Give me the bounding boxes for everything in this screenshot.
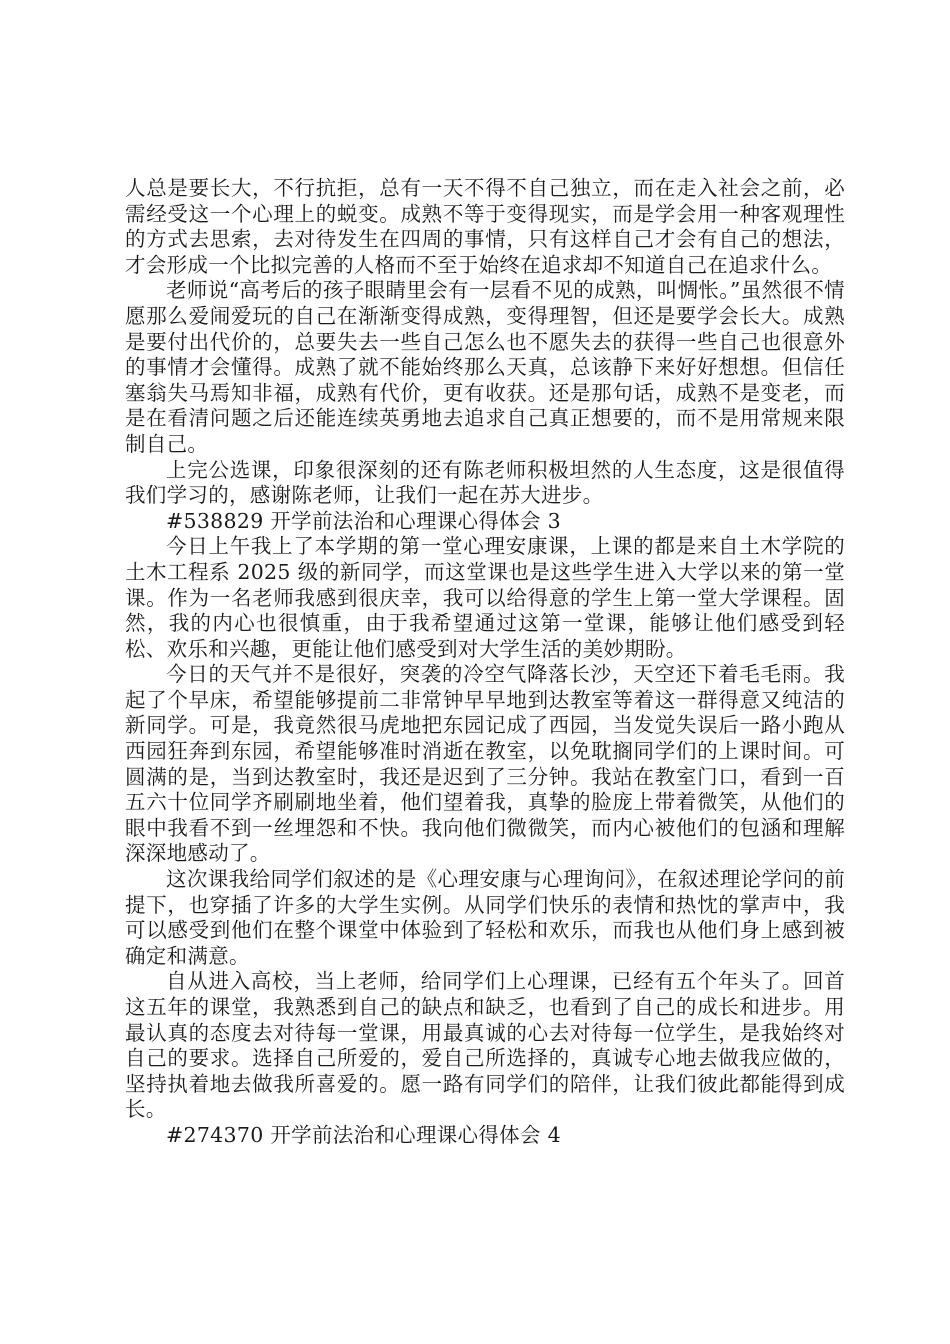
paragraph-2: 老师说“高考后的孩子眼睛里会有一层看不见的成熟，叫惆怅。”虽然很不情愿那么爱闹爱玩的自己在渐渐变得成熟，变得理智，但还是要学会长大。成熟是要付出代价的，总要失去一些自己怎么也不愿失去的获得一些自己也很意外的事情才会懂得。成熟了就不能始终那么天真，总该静下来好好想想。但信任塞翁失马焉知非福，成熟有代价，更有收获。还是那句话，成熟不是变老，而是在看清问题之后还能连续英勇地去追求自己真正想要的，而不是用常规来限制自己。	[125, 278, 845, 456]
section-heading-3: #538829 开学前法治和心理课心得体会 3	[166, 508, 561, 533]
paragraph-1: 人总是要长大，不行抗拒，总有一天不得不自己独立，而在走入社会之前，必需经受这一个心理上的蜕变。成熟不等于变得现实，而是学会用一种客观理性的方式去思索，去对待发生在四周的事情，只有这样自己才会有自己的想法，才会形成一个比拟完善的人格而不至于始终在追求却不知道自己在追求什么。	[125, 176, 845, 277]
paragraph-3: 上完公选课，印象很深刻的还有陈老师积极坦然的人生态度，这是很值得我们学习的，感谢陈老师，让我们一起在苏大进步。	[125, 457, 845, 508]
paragraph-5: 今日的天气并不是很好，突袭的冷空气降落长沙，天空还下着毛毛雨。我起了个早床，希望能够提前二非常钟早早地到达教室等着这一群得意又纯洁的新同学。可是，我竟然很马虎地把东园记成了西园，当发觉失误后一路小跑从西园狂奔到东园，希望能够准时消逝在教室，以免耽搁同学们的上课时间。可圆满的是，当到达教室时，我还是迟到了三分钟。我站在教室门口，看到一百五六十位同学齐刷刷地坐着，他们望着我，真挚的脸庞上带着微笑，从他们的眼中我看不到一丝埋怨和不快。我向他们微微笑，而内心被他们的包涵和理解深深地感动了。	[125, 662, 845, 866]
document-body	[125, 176, 845, 1149]
section-heading-4: #274370 开学前法治和心理课心得体会 4	[166, 1122, 561, 1147]
paragraph-4: 今日上午我上了本学期的第一堂心理安康课，上课的都是来自土木学院的土木工程系 2025 级的新同学，而这堂课也是这些学生进入大学以来的第一堂课。作为一名老师我感到很庆幸，我可以给得意的学生上第一堂大学课程。固然，我的内心也很慎重，由于我希望通过这第一堂课，能够让他们感受到轻松、欢乐和兴趣，更能让他们感受到对大学生活的美妙期盼。	[125, 534, 845, 661]
paragraph-6: 这次课我给同学们叙述的是《心理安康与心理询问》，在叙述理论学问的前提下，也穿插了许多的大学生实例。从同学们快乐的表情和热忱的掌声中，我可以感受到他们在整个课堂中体验到了轻松和欢乐，而我也从他们身上感到被确定和满意。	[125, 867, 845, 968]
paragraph-7: 自从进入高校，当上老师，给同学们上心理课，已经有五个年头了。回首这五年的课堂，我熟悉到自己的缺点和缺乏，也看到了自己的成长和进步。用最认真的态度去对待每一堂课，用最真诚的心去对待每一位学生，是我始终对自己的要求。选择自己所爱的，爱自己所选择的，真诚专心地去做我应做的，坚持执着地去做我所喜爱的。愿一路有同学们的陪伴，让我们彼此都能得到成长。	[125, 969, 845, 1122]
